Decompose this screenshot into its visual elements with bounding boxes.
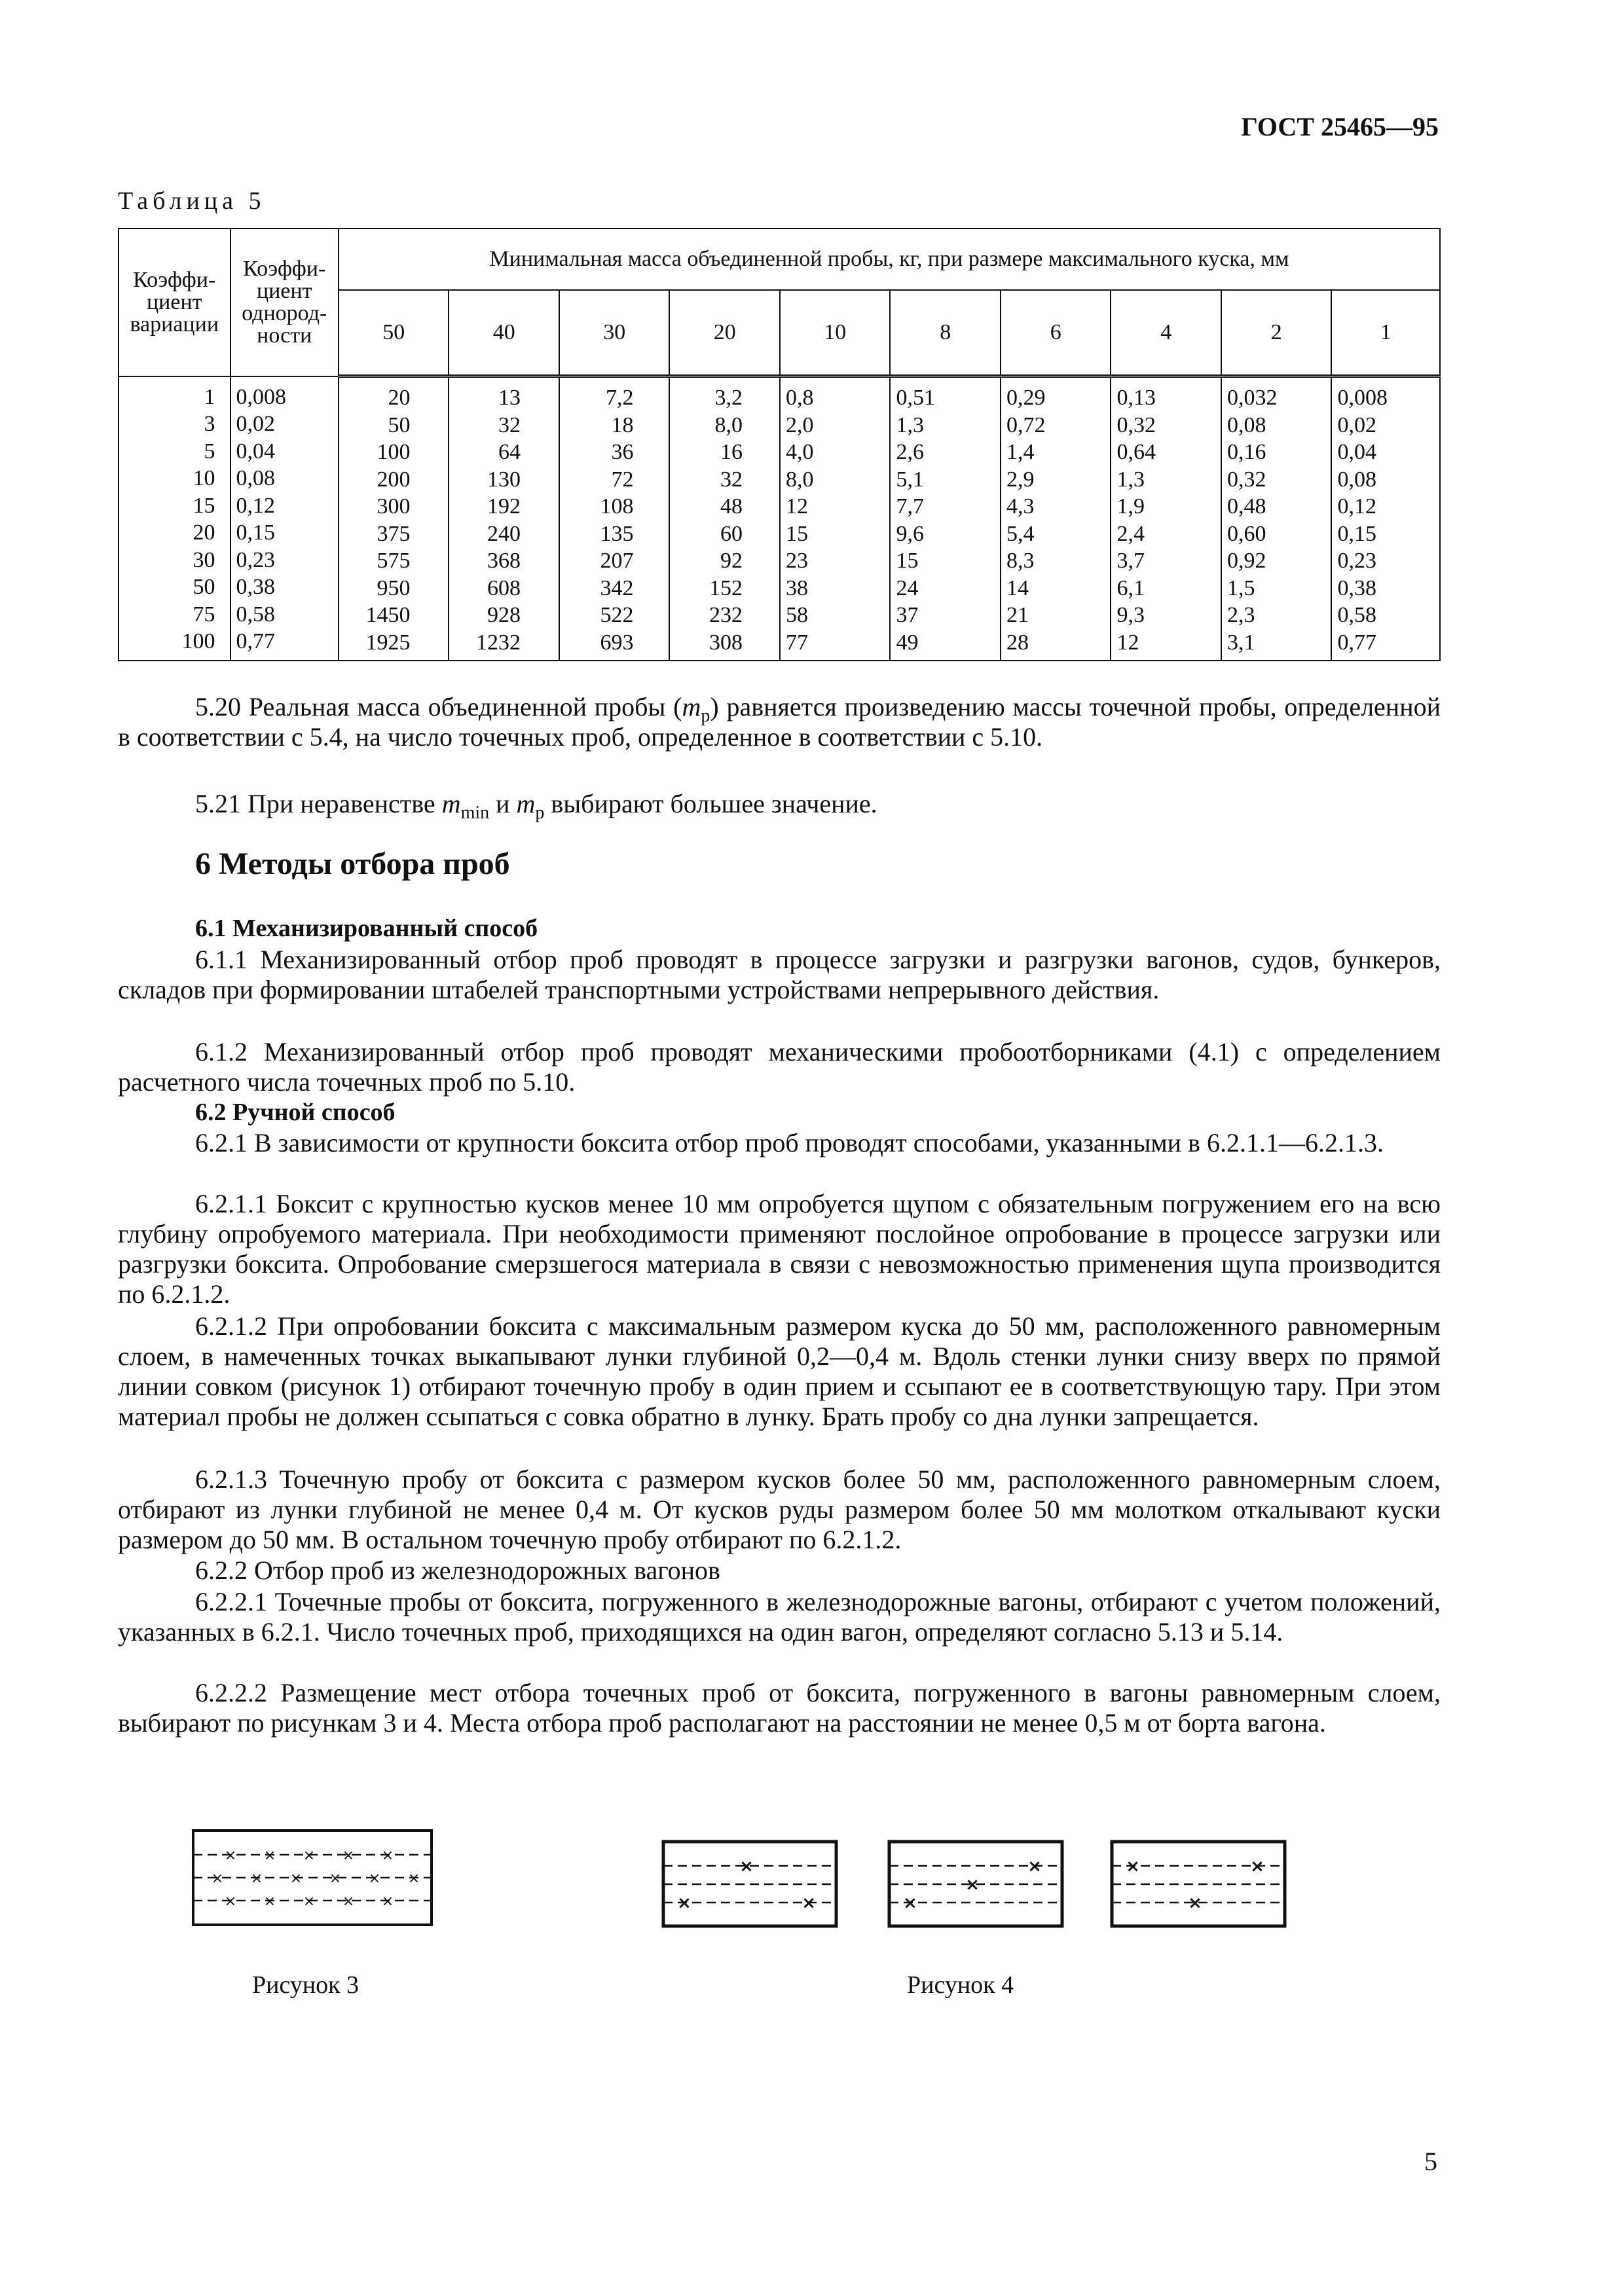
- column-size-2: 0,032 0,08 0,16 0,32 0,48 0,60 0,92 1,5 2,3 3,1: [1221, 376, 1332, 661]
- svg-text:×: ×: [342, 1848, 355, 1864]
- svg-text:×: ×: [381, 1893, 394, 1910]
- svg-text:×: ×: [263, 1893, 276, 1910]
- figure-4-wagon-diagram: [1110, 1840, 1287, 1928]
- svg-text:×: ×: [903, 1893, 917, 1913]
- figure-3-caption: Рисунок 3: [252, 1971, 359, 1999]
- svg-text:×: ×: [1188, 1893, 1202, 1913]
- svg-text:×: ×: [739, 1857, 754, 1876]
- svg-text:×: ×: [381, 1848, 394, 1864]
- paragraph-6-2-1-2: 6.2.1.2 При опробовании боксита с максимальным размером куска до 50 мм, расположенного равномерным слоем, в намеченных точках выкапывают лунки глубиной 0,2—0,4 м. Вдоль стенки лунки снизу вверх по прямой линии совком (рисунок 1) отбирают точечную пробу в один прием и ссыпают ее в соответствующую тару. При этом материал пробы не должен ссыпаться с совка обратно в лунку. Брать пробу со дна лунки запрещается.: [118, 1311, 1441, 1431]
- figure-4-wagon-diagram: [887, 1840, 1064, 1928]
- figure-4-caption: Рисунок 4: [907, 1971, 1014, 1999]
- svg-text:×: ×: [965, 1875, 980, 1895]
- paragraph-6-2-1: 6.2.1 В зависимости от крупности боксита отбор проб проводят способами, указанными в 6.2.1.1—6.2.1.3.: [195, 1128, 1384, 1157]
- paragraph-6-2-2-2: 6.2.2.2 Размещение мест отбора точечных проб от боксита, погруженного в вагоны равномерным слоем, выбирают по рисункам 3 и 4. Места отбора проб располагают на расстоянии не менее 0,5 м от борта вагона.: [118, 1678, 1441, 1738]
- column-variation: 1 3 5 10 15 20 30 50 75 100: [119, 376, 230, 661]
- page-number: 5: [1424, 2147, 1437, 2176]
- paragraph-6-2-1-3: 6.2.1.3 Точечную пробу от боксита с размером кусков более 50 мм, расположенного равномерным слоем, отбирают из лунки глубиной не менее 0,4 м. От кусков руды размером более 50 мм молотком откалывают куски размером до 50 мм. В остальном точечную пробу отбирают по 6.2.1.2.: [118, 1465, 1441, 1554]
- section-6-heading: 6 Методы отбора проб: [195, 847, 510, 881]
- column-size-50: 20 50 100 200 300 375 575 950 1450 1925: [339, 376, 449, 661]
- svg-text:×: ×: [802, 1893, 816, 1913]
- svg-text:×: ×: [407, 1870, 420, 1887]
- svg-text:×: ×: [224, 1848, 237, 1864]
- svg-text:×: ×: [329, 1870, 342, 1887]
- paragraph-6-2-2: 6.2.2 Отбор проб из железнодорожных вагонов: [195, 1556, 720, 1585]
- column-size-1: 0,008 0,02 0,04 0,08 0,12 0,15 0,23 0,38 0,58 0,77: [1331, 376, 1440, 661]
- header-size: 2: [1221, 290, 1332, 376]
- header-size: 30: [559, 290, 670, 376]
- figure-4-wagon-diagram: [661, 1840, 838, 1928]
- paragraph-6-1-1: 6.1.1 Механизированный отбор проб проводят в процессе загрузки и разгрузки вагонов, судов, бункеров, складов при формировании штабелей транспортными устройствами непрерывного действия.: [118, 945, 1441, 1004]
- subsection-6-1-heading: 6.1 Механизированный способ: [195, 915, 538, 942]
- column-homogeneity: 0,008 0,02 0,04 0,08 0,12 0,15 0,23 0,38 0,58 0,77: [230, 376, 339, 661]
- header-variation: Коэффи- циент вариации: [119, 228, 230, 376]
- header-group: Минимальная масса объединенной пробы, кг, при размере максимального куска, мм: [339, 228, 1440, 290]
- paragraph-5-21: 5.21 При неравенстве $m_{min}$ и $m_р$ выбирают большее значение.: [195, 789, 877, 823]
- header-size: 50: [339, 290, 449, 376]
- paragraph-6-1-2: 6.1.2 Механизированный отбор проб проводят механическими пробоотборниками (4.1) с определением расчетного числа точечных проб по 5.10.: [118, 1037, 1441, 1097]
- column-size-4: 0,13 0,32 0,64 1,3 1,9 2,4 3,7 6,1 9,3 12: [1111, 376, 1221, 661]
- subsection-6-2-heading: 6.2 Ручной способ: [195, 1099, 396, 1126]
- column-size-8: 0,51 1,3 2,6 5,1 7,7 9,6 15 24 37 49: [890, 376, 1001, 661]
- svg-text:×: ×: [224, 1893, 237, 1910]
- svg-text:×: ×: [263, 1848, 276, 1864]
- svg-text:×: ×: [211, 1870, 224, 1887]
- svg-text:×: ×: [342, 1893, 355, 1910]
- svg-text:×: ×: [1027, 1857, 1042, 1876]
- svg-text:×: ×: [250, 1870, 263, 1887]
- column-size-40: 13 32 64 130 192 240 368 608 928 1232: [449, 376, 559, 661]
- header-size: 20: [669, 290, 780, 376]
- svg-text:×: ×: [677, 1893, 691, 1913]
- paragraph-5-20: 5.20 Реальная масса объединенной пробы $(m_р)$ равняется произведению массы точечной пробы, определенной в соответствии с 5.4, на число точечных проб, определенное в соответствии с 5.10.: [118, 692, 1441, 752]
- svg-text:×: ×: [303, 1848, 316, 1864]
- header-size: 4: [1111, 290, 1221, 376]
- column-size-20: 3,2 8,0 16 32 48 60 92 152 232 308: [669, 376, 780, 661]
- svg-text:×: ×: [1126, 1857, 1140, 1876]
- column-size-30: 7,2 18 36 72 108 135 207 342 522 693: [559, 376, 670, 661]
- table-5: [118, 228, 1441, 661]
- header-size: 10: [780, 290, 891, 376]
- header-homogeneity: Коэффи- циент однород- ности: [230, 228, 339, 376]
- header-size: 40: [449, 290, 559, 376]
- svg-text:×: ×: [303, 1893, 316, 1910]
- paragraph-6-2-1-1: 6.2.1.1 Боксит с крупностью кусков менее 10 мм опробуется щупом с обязательным погружением его на всю глубину опробуемого материала. При необходимости применяют послойное опробование в процессе загрузки или разгрузки боксита. Опробование смерзшегося материала в связи с невозможностью применения щупа производится по 6.2.1.2.: [118, 1189, 1441, 1309]
- svg-text:×: ×: [368, 1870, 381, 1887]
- header-size: 1: [1331, 290, 1440, 376]
- header-size: 6: [1001, 290, 1111, 376]
- paragraph-6-2-2-1: 6.2.2.1 Точечные пробы от боксита, погруженного в железнодорожные вагоны, отбирают с учетом положений, указанных в 6.2.1. Число точечных проб, приходящихся на один вагон, определяют согласно 5.13 и 5.14.: [118, 1587, 1441, 1647]
- figure-3-wagon-diagram: [191, 1829, 433, 1927]
- standard-header: ГОСТ 25465—95: [1241, 112, 1439, 141]
- table-caption: Таблица 5: [118, 187, 266, 215]
- header-size: 8: [890, 290, 1001, 376]
- column-size-10: 0,8 2,0 4,0 8,0 12 15 23 38 58 77: [780, 376, 891, 661]
- svg-text:×: ×: [289, 1870, 303, 1887]
- svg-text:×: ×: [1250, 1857, 1264, 1876]
- column-size-6: 0,29 0,72 1,4 2,9 4,3 5,4 8,3 14 21 28: [1001, 376, 1111, 661]
